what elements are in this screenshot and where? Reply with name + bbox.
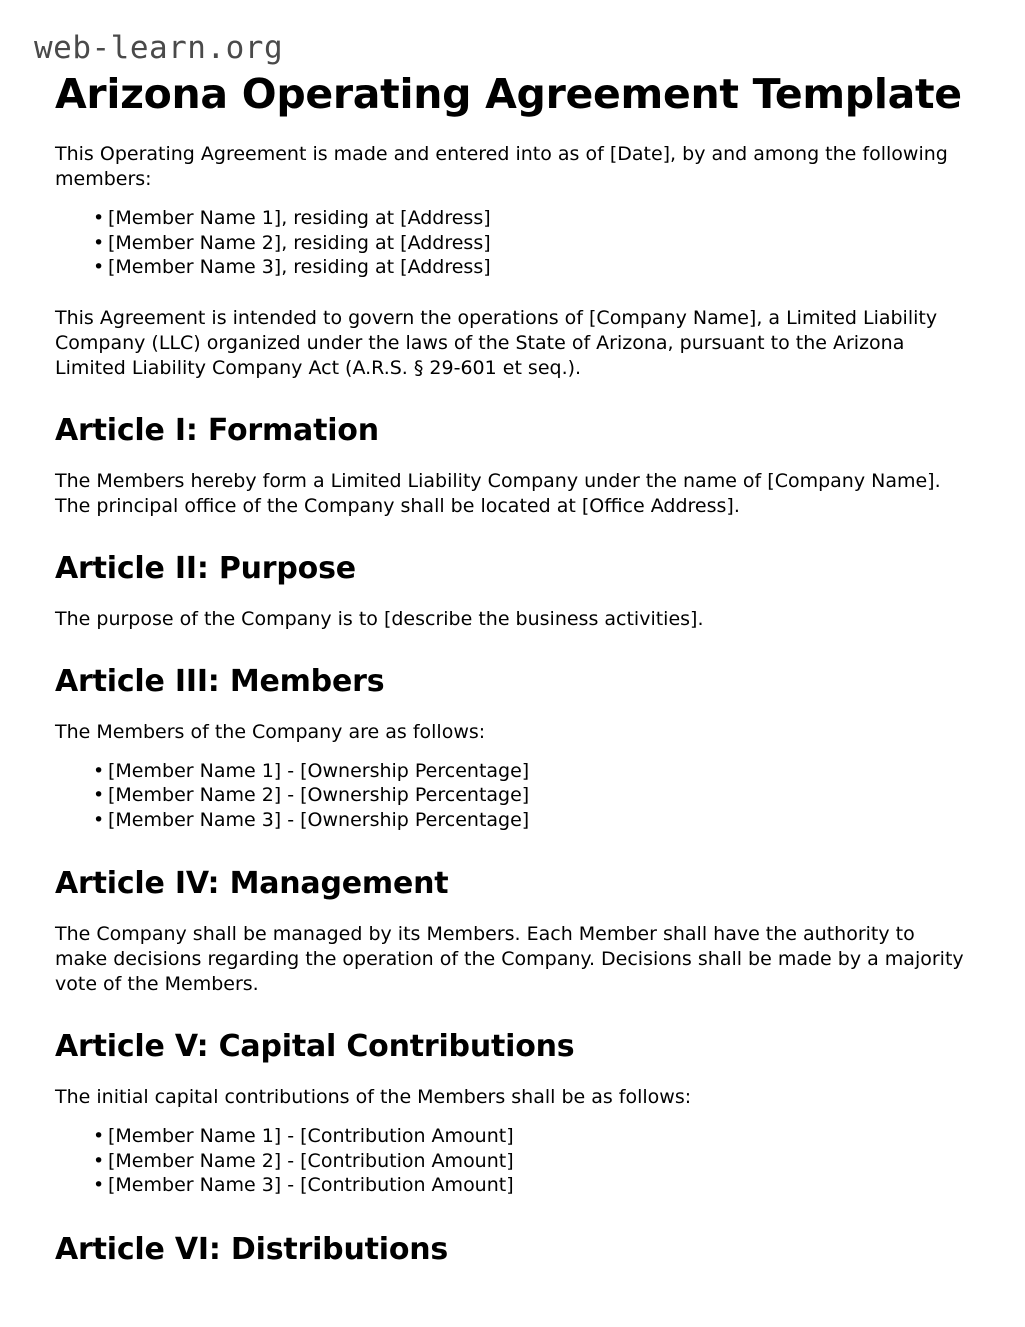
member-address-list	[55, 192, 965, 280]
list-item: • [Member Name 1] - [Ownership Percentage]	[55, 759, 965, 784]
article-body-iii: The Members of the Company are as follows:	[55, 720, 486, 743]
list-item: • [Member Name 2], residing at [Address]	[55, 231, 965, 256]
article-heading-vi: Article VI: Distributions	[55, 1231, 449, 1267]
member-ownership-list	[55, 745, 965, 833]
governing-paragraph: This Agreement is intended to govern the operations of [Company Name], a Limited Liability Company (LLC) organized under the laws of the State of Arizona, pursuant to the Arizona Limited Liability Company Act (A.R.S. § 29-601 et seq.).	[55, 306, 938, 379]
intro-paragraph: This Operating Agreement is made and entered into as of [Date], by and among the following members:	[55, 143, 948, 191]
article-heading-iv: Article IV: Management	[55, 866, 449, 902]
article-heading-iii: Article III: Members	[55, 663, 385, 699]
article-body-ii: The purpose of the Company is to [describe the business activities].	[55, 607, 704, 630]
article-body-i: The Members hereby form a Limited Liability Company under the name of [Company Name]. The principal office of the Company shall be located at [Office Address].	[55, 469, 941, 517]
list-item: • [Member Name 3] - [Contribution Amount]	[55, 1173, 965, 1198]
site-watermark: web-learn.org	[34, 30, 284, 66]
article-heading-i: Article I: Formation	[55, 412, 379, 448]
list-item: • [Member Name 2] - [Contribution Amount]	[55, 1149, 965, 1174]
article-body-v: The initial capital contributions of the Members shall be as follows:	[55, 1086, 692, 1109]
page-title: Arizona Operating Agreement Template	[55, 70, 962, 118]
article-body-iv: The Company shall be managed by its Members. Each Member shall have the authority to make decisions regarding the operation of the Company. Decisions shall be made by a majority vote of the Members.	[55, 923, 964, 996]
list-item: • [Member Name 1] - [Contribution Amount]	[55, 1124, 965, 1149]
list-item: • [Member Name 3] - [Ownership Percentage]	[55, 808, 965, 833]
article-heading-ii: Article II: Purpose	[55, 550, 356, 586]
document-content	[55, 0, 965, 1266]
list-item: • [Member Name 2] - [Ownership Percentage]	[55, 783, 965, 808]
article-heading-v: Article V: Capital Contributions	[55, 1029, 575, 1065]
list-item: • [Member Name 3], residing at [Address]	[55, 255, 965, 280]
member-contribution-list	[55, 1110, 965, 1198]
list-item: • [Member Name 1], residing at [Address]	[55, 206, 965, 231]
